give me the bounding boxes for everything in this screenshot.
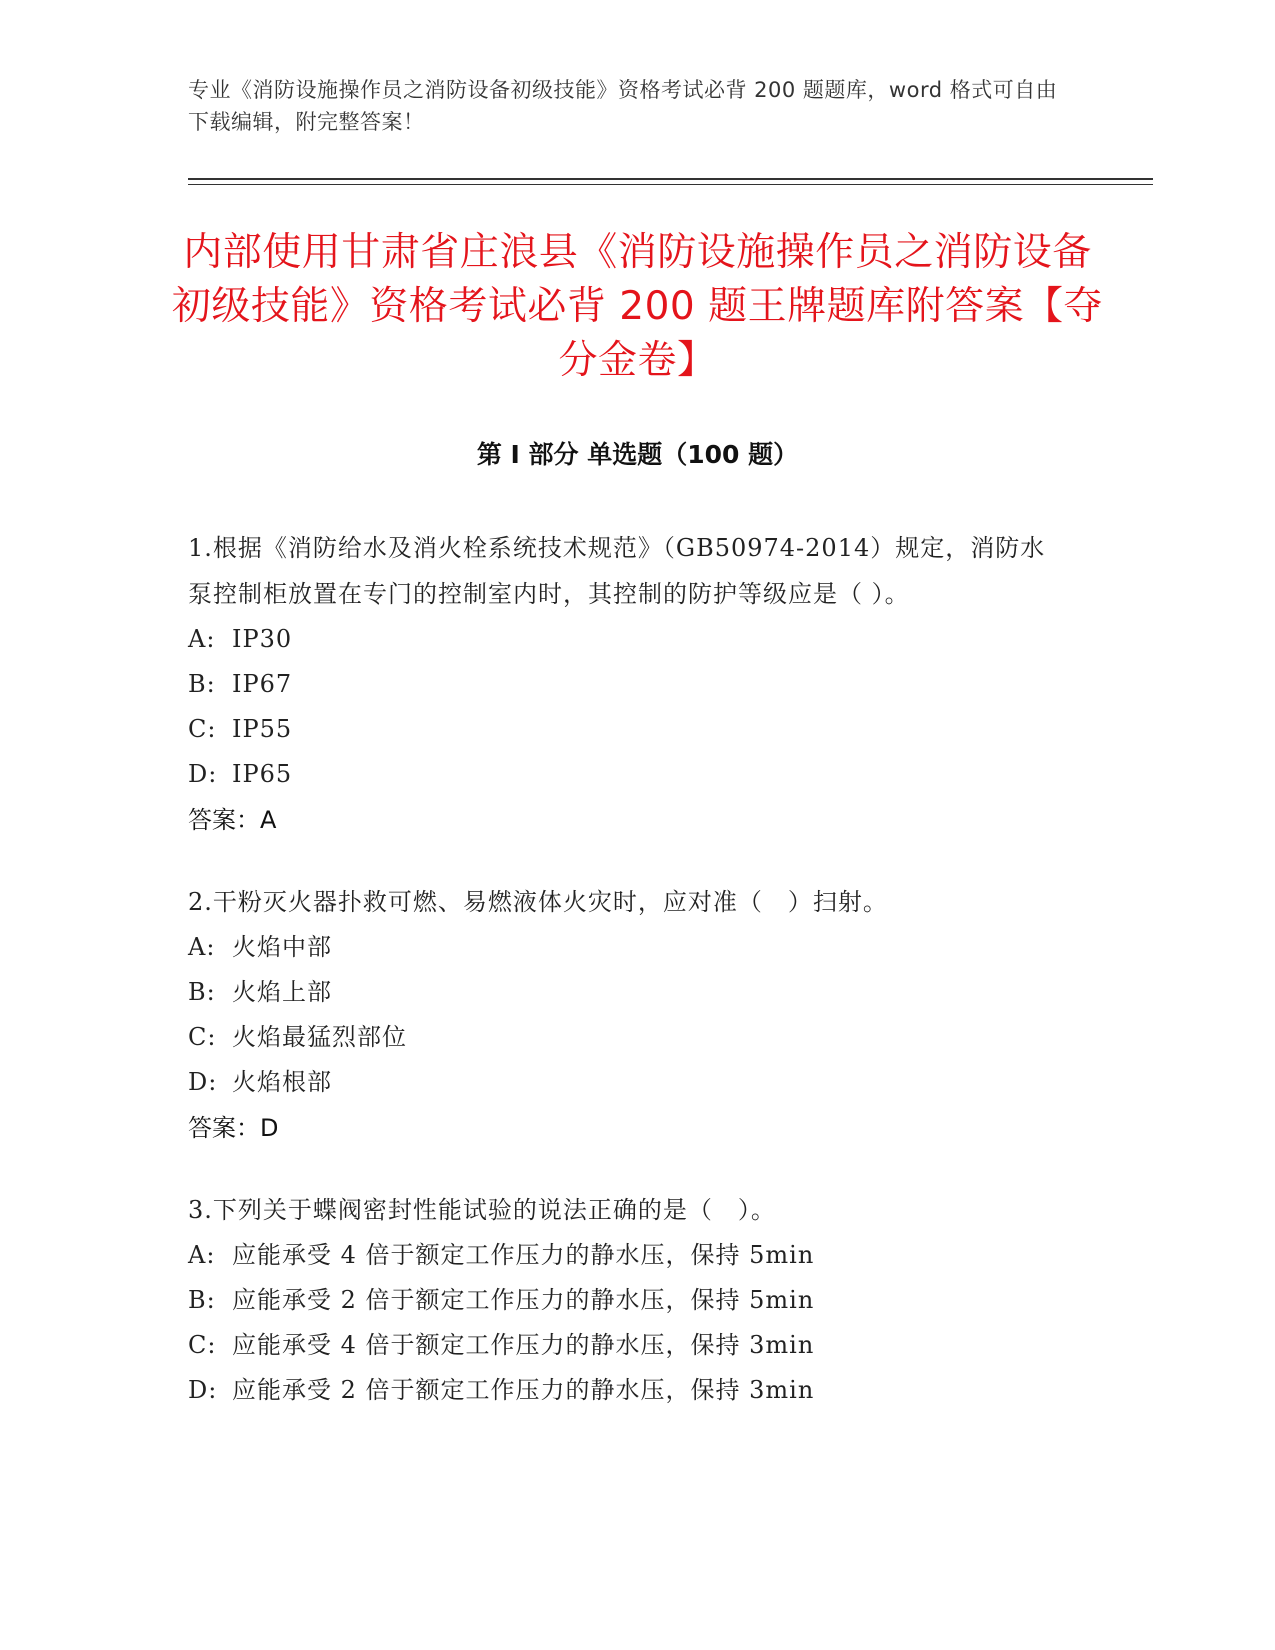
option-row (188, 1015, 1068, 1060)
question-item (188, 525, 1068, 843)
option-row (188, 1060, 1068, 1105)
answer-line: 答案：D (188, 1114, 279, 1142)
option-letter: C: (188, 715, 217, 743)
answer-line: 答案：A (188, 806, 277, 834)
option-row (188, 1278, 1068, 1323)
option-row (188, 707, 1068, 752)
option-text: IP55 (232, 715, 293, 743)
option-letter: C: (188, 1331, 217, 1359)
option-letter: D: (188, 760, 218, 788)
option-text: 火焰上部 (232, 978, 332, 1006)
option-row (188, 662, 1068, 707)
option-row (188, 1368, 1068, 1413)
option-text: 应能承受 2 倍于额定工作压力的静水压，保持 5min (232, 1286, 815, 1314)
option-letter: D: (188, 1068, 218, 1096)
option-text: 火焰最猛烈部位 (232, 1023, 407, 1051)
question-item (188, 879, 1068, 1151)
option-letter: A: (188, 625, 216, 653)
section-heading: 第 I 部分 单选题（100 题） (476, 440, 799, 469)
header-rule-thin (188, 184, 1153, 185)
option-letter: B: (188, 1286, 216, 1314)
option-row (188, 752, 1068, 797)
option-letter: C: (188, 1023, 217, 1051)
option-letter: D: (188, 1376, 218, 1404)
option-row (188, 1233, 1068, 1278)
option-text: IP30 (232, 625, 293, 653)
option-text: IP67 (232, 670, 293, 698)
document-title: 内部使用甘肃省庄浪县《消防设施操作员之消防设备初级技能》资格考试必背 200 题王牌题库附答案【夺分金卷】 (171, 230, 1104, 383)
option-letter: A: (188, 933, 216, 961)
header-rule-thick (188, 178, 1153, 180)
option-row (188, 617, 1068, 662)
option-letter: B: (188, 670, 216, 698)
option-text: 火焰中部 (232, 933, 332, 961)
option-text: 应能承受 4 倍于额定工作压力的静水压，保持 5min (232, 1241, 815, 1269)
option-text: IP65 (232, 760, 293, 788)
option-row (188, 970, 1068, 1015)
option-letter: A: (188, 1241, 216, 1269)
option-text: 应能承受 2 倍于额定工作压力的静水压，保持 3min (232, 1376, 815, 1404)
question-text: 1.根据《消防给水及消火栓系统技术规范》（GB50974-2014）规定，消防水泵控制柜放置在专门的控制室内时，其控制的防护等级应是（ ）。 (188, 534, 1046, 608)
question-text: 3.下列关于蝶阀密封性能试验的说法正确的是（ ）。 (188, 1196, 776, 1224)
question-item (188, 1187, 1068, 1413)
option-row (188, 925, 1068, 970)
header-note: 专业《消防设施操作员之消防设备初级技能》资格考试必背 200 题题库，word 格式可自由下载编辑，附完整答案！ (188, 78, 1058, 134)
question-list (188, 525, 1068, 1449)
option-row (188, 1323, 1068, 1368)
option-text: 火焰根部 (232, 1068, 332, 1096)
question-text: 2.干粉灭火器扑救可燃、易燃液体火灾时，应对准（ ）扫射。 (188, 888, 888, 916)
option-text: 应能承受 4 倍于额定工作压力的静水压，保持 3min (232, 1331, 815, 1359)
option-letter: B: (188, 978, 216, 1006)
